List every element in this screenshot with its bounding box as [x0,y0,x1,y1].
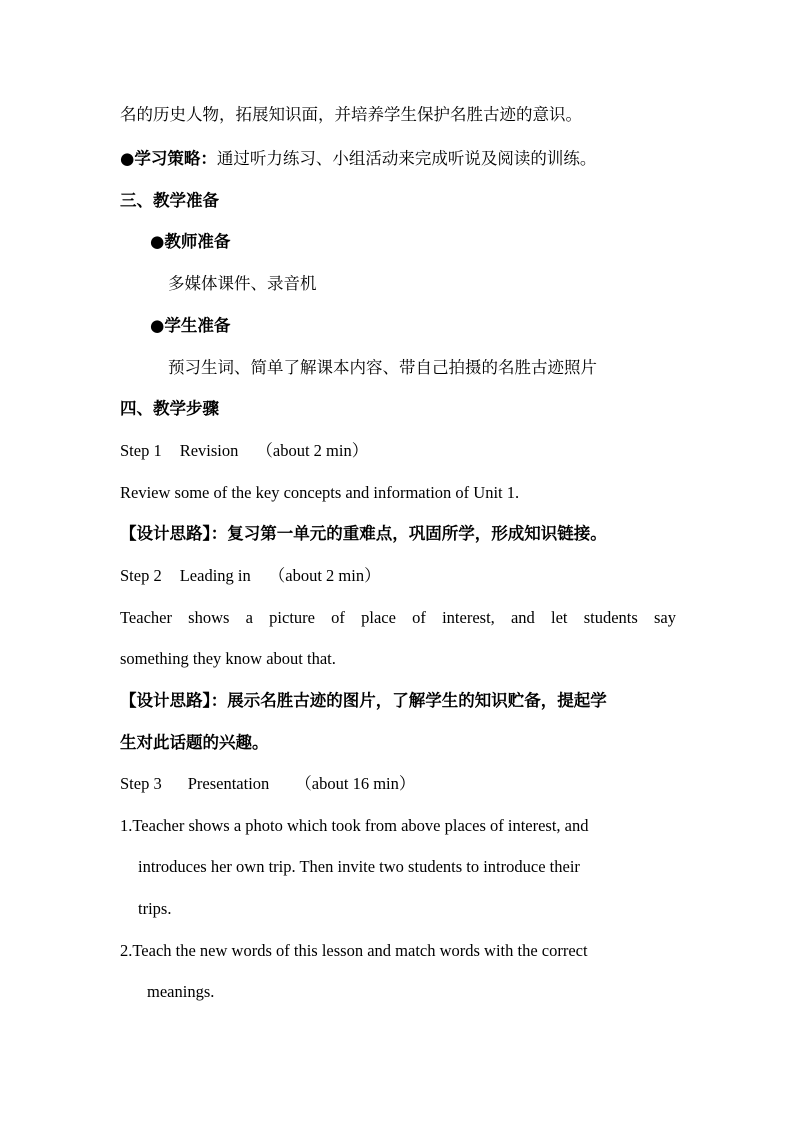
step-2-design-label: 【设计思路】： [120,691,228,710]
step-2-design-idea-line-1 [120,690,676,712]
step-3-item-2-line-2: meanings. [147,982,215,1001]
step-3-number: Step 3 [120,774,162,793]
step-3-title: Presentation [187,774,270,793]
step-2-number: Step 2 [120,566,162,585]
step-3-item-1-line-2: introduces her own trip. Then invite two students to introduce their [138,857,580,876]
learning-strategy-label: ●学习策略： [120,149,217,168]
paragraph-objective-continuation: 名的历史人物，拓展知识面，并培养学生保护名胜古迹的意识。 [120,105,582,124]
step-2-title: Leading in [179,566,251,585]
step-2-body-line-1: Teacher shows a picture of place of interest, and let students say [120,608,676,627]
step-1-title: Revision [179,441,239,460]
step-1-number: Step 1 [120,441,162,460]
student-preparation-items: 预习生词、简单了解课本内容、带自己拍摄的名胜古迹照片 [168,358,597,377]
section-heading-preparation: 三、教学准备 [120,191,219,210]
step-3-duration: （about 16 min） [295,774,416,793]
student-preparation-heading: ●学生准备 [150,316,231,335]
step-2-body-line-2: something they know about that. [120,649,336,668]
teacher-preparation-items: 多媒体课件、录音机 [168,274,317,293]
learning-strategy-line [120,148,676,170]
step-1-design-idea [120,523,676,545]
step-1-duration: （about 2 min） [256,441,369,460]
step-2-design-idea-line-2: 生对此话题的兴趣。 [120,733,269,752]
step-3-item-2-line-1: 2.Teach the new words of this lesson and match words with the correct [120,941,588,960]
step-3-item-1-line-1: 1.Teacher shows a photo which took from above places of interest, and [120,816,589,835]
step-1-design-text: 复习第一单元的重难点，巩固所学，形成知识链接。 [227,524,607,543]
step-3-heading [120,773,676,795]
step-2-heading [120,565,676,587]
step-3-item-1-line-3: trips. [138,899,172,918]
step-1-design-label: 【设计思路】： [120,524,228,543]
teacher-preparation-heading: ●教师准备 [150,232,231,251]
step-2-design-text-line-1: 展示名胜古迹的图片，了解学生的知识贮备，提起学 [227,691,607,710]
step-1-body: Review some of the key concepts and information of Unit 1. [120,483,520,502]
step-1-heading [120,440,676,462]
learning-strategy-text: 通过听力练习、小组活动来完成听说及阅读的训练。 [216,149,597,168]
step-2-duration: （about 2 min） [268,566,381,585]
section-heading-steps: 四、教学步骤 [120,399,219,418]
